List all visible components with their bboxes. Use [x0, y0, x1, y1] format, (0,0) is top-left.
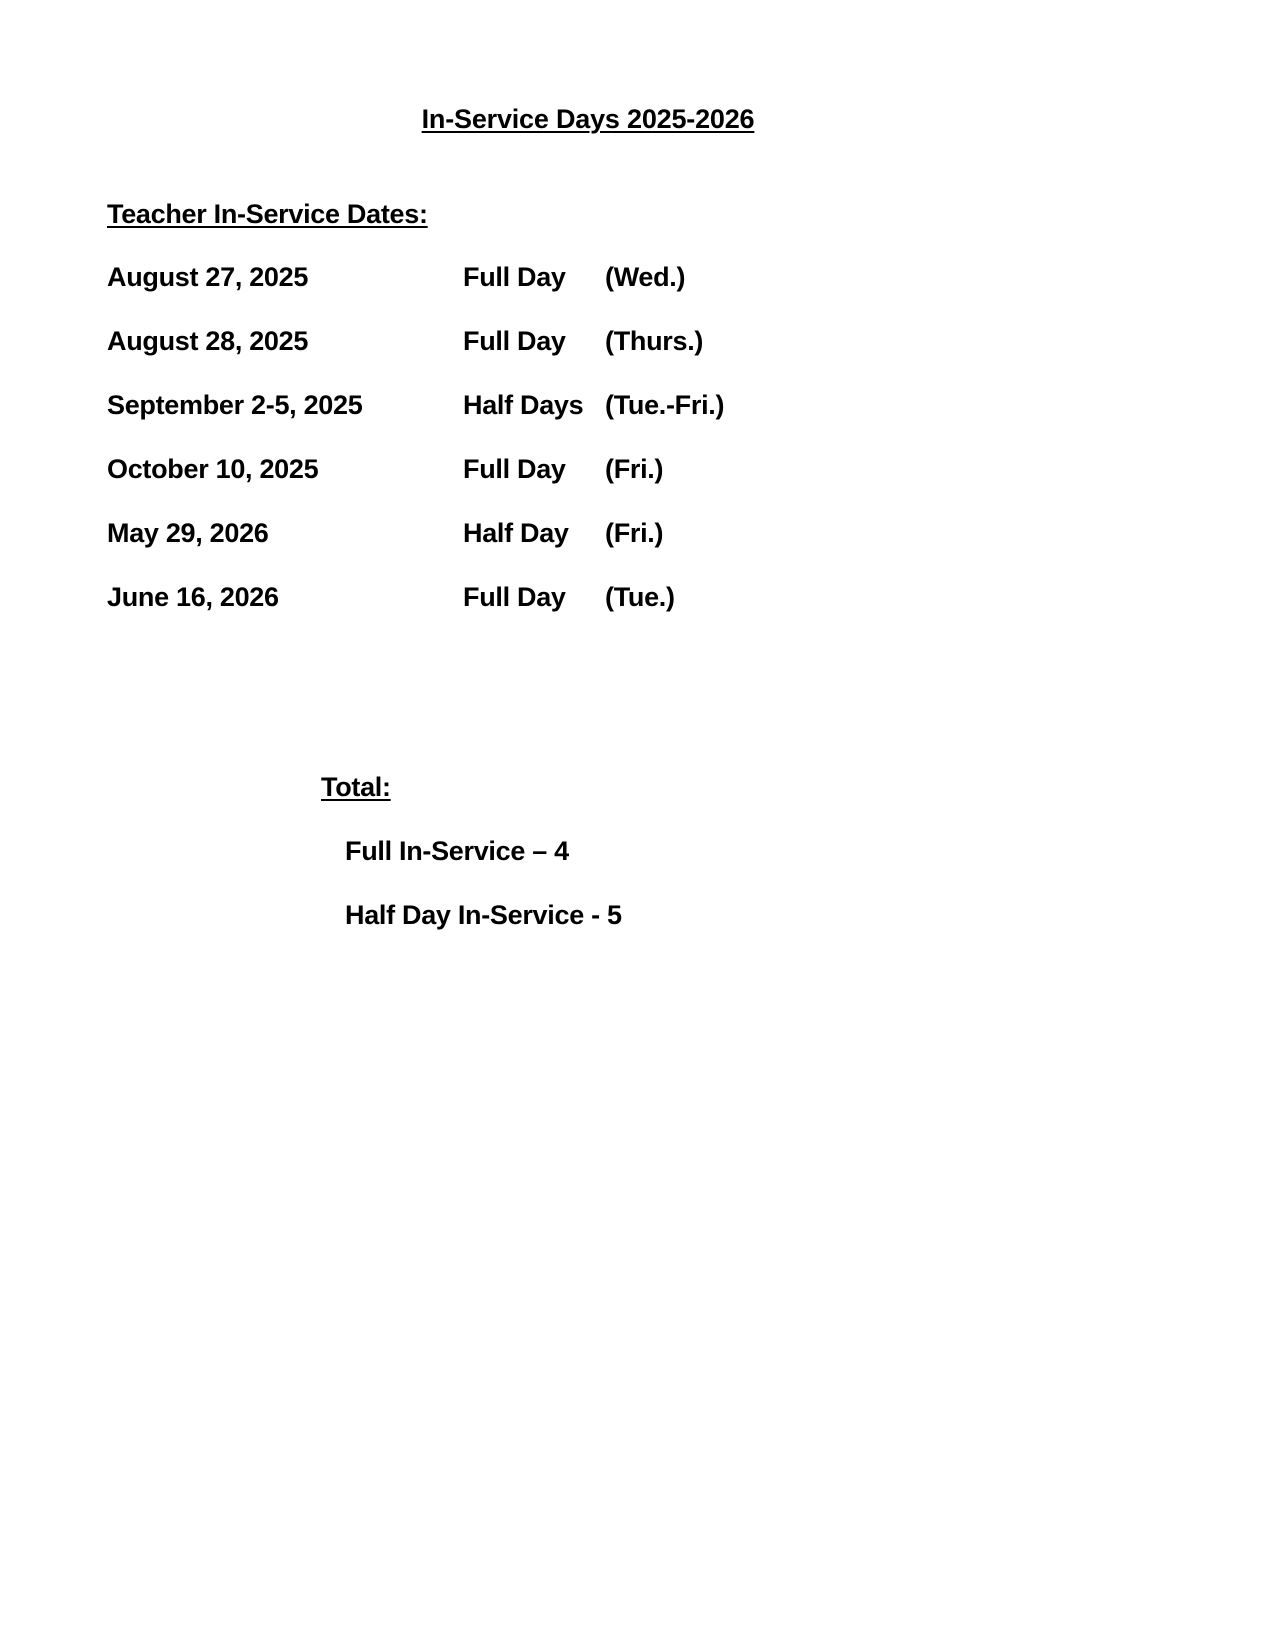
section-heading-teacher-dates: Teacher In-Service Dates: — [107, 199, 428, 229]
entry-type: Full Day — [463, 454, 566, 484]
entry-weekday: (Tue.) — [605, 582, 675, 612]
entry-weekday: (Fri.) — [605, 518, 664, 548]
entry-row — [107, 260, 907, 294]
entry-type: Full Day — [463, 262, 566, 292]
entry-date: August 27, 2025 — [107, 262, 309, 292]
entry-weekday: (Wed.) — [605, 262, 686, 292]
entry-weekday: (Fri.) — [605, 454, 664, 484]
entry-weekday: (Tue.-Fri.) — [605, 390, 725, 420]
total-half-day-in-service: Half Day In-Service - 5 — [345, 900, 622, 930]
entry-row — [107, 516, 907, 550]
entry-row — [107, 324, 907, 358]
entry-date: October 10, 2025 — [107, 454, 319, 484]
entry-date: June 16, 2026 — [107, 582, 279, 612]
entry-date: May 29, 2026 — [107, 518, 269, 548]
entry-type: Half Days — [463, 390, 584, 420]
entry-type: Full Day — [463, 326, 566, 356]
entry-row — [107, 580, 907, 614]
entry-date: September 2-5, 2025 — [107, 390, 363, 420]
entry-type: Full Day — [463, 582, 566, 612]
entry-type: Half Day — [463, 518, 569, 548]
totals-heading: Total: — [321, 772, 391, 802]
entry-row — [107, 388, 907, 422]
entry-row — [107, 452, 907, 486]
total-full-in-service: Full In-Service – 4 — [345, 836, 569, 866]
entry-date: August 28, 2025 — [107, 326, 309, 356]
document-title: In-Service Days 2025-2026 — [421, 104, 755, 134]
entry-weekday: (Thurs.) — [605, 326, 704, 356]
